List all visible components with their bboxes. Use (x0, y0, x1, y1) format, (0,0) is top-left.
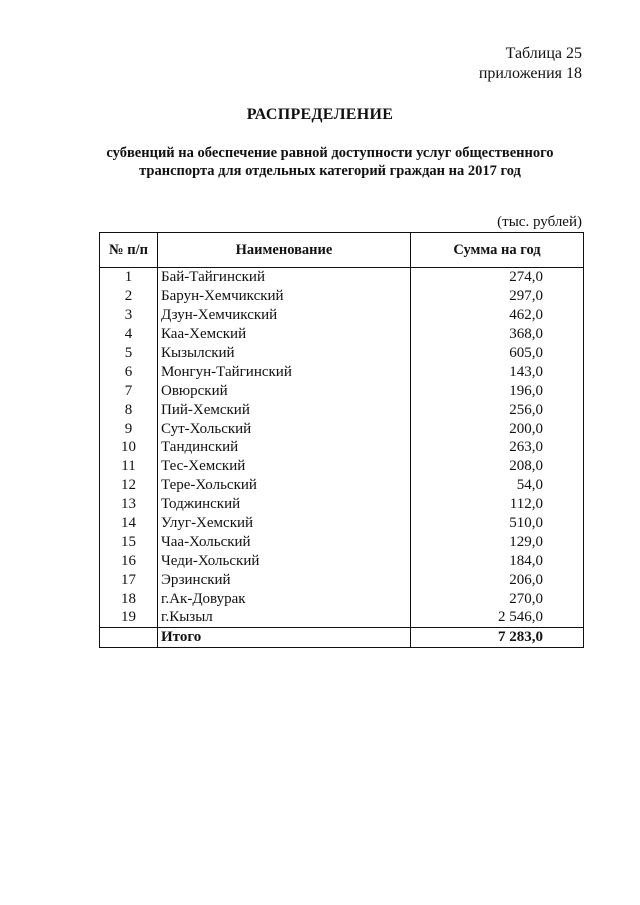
row-number: 5 (100, 344, 158, 363)
row-number: 15 (100, 532, 158, 551)
district-name: Бай-Тайгинский (158, 268, 411, 287)
table-row (100, 400, 584, 419)
subtitle-line-2: транспорта для отдельных категорий граждан на 2017 год (139, 163, 521, 179)
unit-note: (тыс. рублей) (497, 214, 582, 230)
district-name: г.Кызыл (158, 608, 411, 627)
total-sum-value: 7 283,0 (498, 629, 543, 646)
row-number: 1 (100, 268, 158, 287)
document-subtitle (80, 144, 580, 180)
row-number: 17 (100, 570, 158, 589)
table-row (100, 438, 584, 457)
row-number: 8 (100, 400, 158, 419)
sum-cell (411, 306, 584, 325)
district-name: Каа-Хемский (158, 325, 411, 344)
district-name: Улуг-Хемский (158, 514, 411, 533)
district-name: г.Ак-Довурак (158, 589, 411, 608)
row-number: 2 (100, 287, 158, 306)
table-row (100, 495, 584, 514)
row-number: 11 (100, 457, 158, 476)
district-name: Тоджинский (158, 495, 411, 514)
table-row (100, 325, 584, 344)
table-row (100, 570, 584, 589)
appendix-number: приложения 18 (478, 65, 582, 82)
sum-cell (411, 532, 584, 551)
row-number: 9 (100, 419, 158, 438)
district-name: Барун-Хемчикский (158, 287, 411, 306)
sum-cell (411, 495, 584, 514)
sum-cell (411, 627, 584, 647)
district-name: Овюрский (158, 381, 411, 400)
row-number: 14 (100, 514, 158, 533)
sum-cell (411, 381, 584, 400)
sum-cell (411, 457, 584, 476)
table-row (100, 362, 584, 381)
row-number: 7 (100, 381, 158, 400)
district-name: Тере-Хольский (158, 476, 411, 495)
row-number: 6 (100, 362, 158, 381)
sum-cell (411, 514, 584, 533)
sum-value: 256,0 (509, 401, 543, 418)
sum-cell (411, 476, 584, 495)
district-name: Монгун-Тайгинский (158, 362, 411, 381)
row-number: 19 (100, 608, 158, 627)
sum-value: 184,0 (509, 552, 543, 569)
sum-value: 297,0 (509, 288, 543, 305)
sum-value: 270,0 (509, 590, 543, 607)
document-title: РАСПРЕДЕЛЕНИЕ (246, 106, 394, 123)
sum-value: 196,0 (509, 382, 543, 399)
table-number: Таблица 25 (505, 45, 582, 62)
table-total-row (100, 627, 584, 647)
table-row (100, 419, 584, 438)
sum-cell (411, 287, 584, 306)
table-row (100, 381, 584, 400)
sum-value: 200,0 (509, 420, 543, 437)
sum-value: 368,0 (509, 326, 543, 343)
table-row (100, 532, 584, 551)
sum-value: 462,0 (509, 307, 543, 324)
table-reference (479, 44, 582, 84)
sum-value: 605,0 (509, 345, 543, 361)
subtitle-line-1: субвенций на обеспечение равной доступности услуг общественного (106, 145, 554, 161)
row-number (100, 627, 158, 647)
row-number: 4 (100, 325, 158, 344)
district-name: Сут-Хольский (158, 419, 411, 438)
table-row (100, 551, 584, 570)
column-header-sum: Сумма на год (411, 233, 584, 268)
district-name: Эрзинский (158, 570, 411, 589)
table-row (100, 476, 584, 495)
table-row (100, 457, 584, 476)
sum-value: 54,0 (516, 477, 543, 494)
sum-value: 274,0 (509, 269, 543, 286)
table-row (100, 268, 584, 287)
total-label: Итого (158, 627, 411, 647)
row-number: 13 (100, 495, 158, 514)
column-header-number: № п/п (100, 233, 158, 268)
sum-value: 129,0 (509, 533, 543, 550)
district-name: Пий-Хемский (158, 400, 411, 419)
table-header-row (100, 233, 584, 268)
row-number: 16 (100, 551, 158, 570)
sum-cell (411, 325, 584, 344)
district-name: Кызылский (158, 344, 411, 363)
sum-cell (411, 362, 584, 381)
district-name: Чеди-Хольский (158, 551, 411, 570)
sum-value: 2 546,0 (498, 609, 543, 626)
column-header-name: Наименование (158, 233, 411, 268)
table-body (100, 268, 584, 648)
sum-cell (411, 400, 584, 419)
table-row (100, 608, 584, 627)
sum-cell (411, 344, 584, 363)
sum-cell (411, 419, 584, 438)
table-row (100, 287, 584, 306)
sum-cell (411, 608, 584, 627)
sum-value: 263,0 (509, 439, 543, 456)
district-name: Тандинский (158, 438, 411, 457)
row-number: 3 (100, 306, 158, 325)
sum-value: 112,0 (509, 496, 543, 513)
sum-value: 206,0 (509, 571, 543, 588)
sum-value: 208,0 (509, 458, 543, 475)
district-name: Дзун-Хемчикский (158, 306, 411, 325)
sum-cell (411, 589, 584, 608)
sum-cell (411, 570, 584, 589)
sum-cell (411, 551, 584, 570)
table-row (100, 589, 584, 608)
table-row (100, 514, 584, 533)
sum-cell (411, 268, 584, 287)
table-row (100, 344, 584, 363)
row-number: 12 (100, 476, 158, 495)
row-number: 18 (100, 589, 158, 608)
district-name: Тес-Хемский (158, 457, 411, 476)
distribution-table (99, 232, 584, 648)
district-name: Чаа-Хольский (158, 532, 411, 551)
sum-cell (411, 438, 584, 457)
table-row (100, 306, 584, 325)
sum-value: 143,0 (509, 363, 543, 380)
sum-value: 510,0 (509, 515, 543, 532)
row-number: 10 (100, 438, 158, 457)
